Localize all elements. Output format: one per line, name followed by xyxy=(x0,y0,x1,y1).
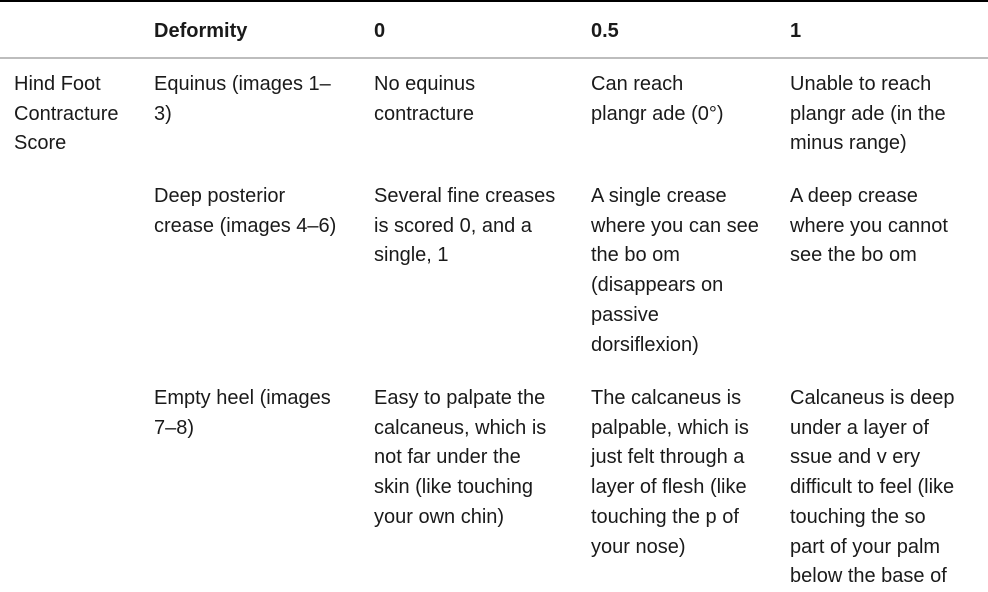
score-0-cell: Several fine creases is scored 0, and a single, 1 xyxy=(374,185,556,267)
score-0-5-cell: Can reach plangr ade (0°) xyxy=(591,73,724,125)
section-label: Hind Foot Contracture Score xyxy=(14,73,119,155)
table-top-rule xyxy=(0,0,988,2)
header-score-0: 0 xyxy=(374,20,386,42)
score-1-cell: Unable to reach plangr ade (in the minus range) xyxy=(790,73,946,155)
header-deformity: Deformity xyxy=(154,20,248,42)
score-0-5-cell: The calcaneus is palpable, which is just felt through a layer of flesh (like touching the p of your nose) xyxy=(591,387,749,558)
header-score-0-5: 0.5 xyxy=(591,20,619,42)
score-0-5-cell: A single crease where you can see the bo om (disappears on passive dorsiflexion) xyxy=(591,185,759,356)
deformity-cell: Deep posterior crease (images 4–6) xyxy=(154,185,337,237)
score-1-cell: A deep crease where you cannot see the bo om xyxy=(790,185,948,267)
deformity-cell: Equinus (images 1– 3) xyxy=(154,73,331,125)
score-1-cell: Calcaneus is deep under a layer of ssue and v ery difficult to feel (like touching the so part of your palm below the base of xyxy=(790,387,955,588)
score-0-cell: Easy to palpate the calcaneus, which is not far under the skin (like touching your own chin) xyxy=(374,387,547,528)
deformity-cell: Empty heel (images 7–8) xyxy=(154,387,331,439)
header-divider xyxy=(0,57,988,59)
score-0-cell: No equinus contracture xyxy=(374,73,476,125)
header-score-1: 1 xyxy=(790,20,802,42)
